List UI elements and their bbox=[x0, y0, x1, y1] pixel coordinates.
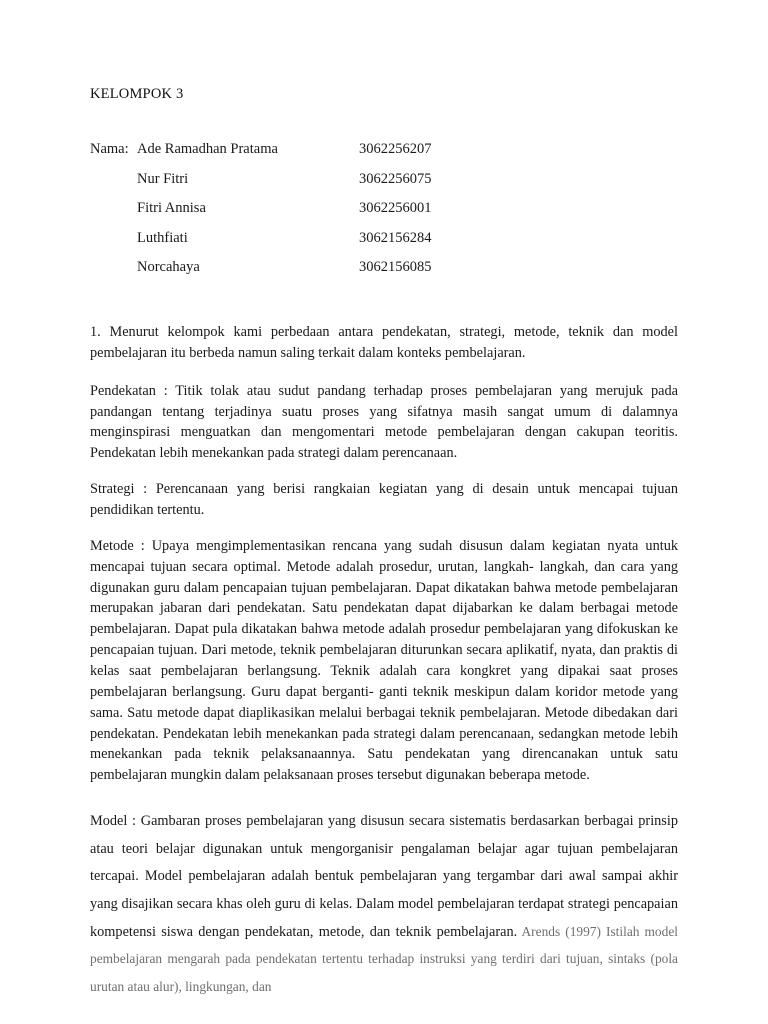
paragraph-model-main: Model : Gambaran proses pembelajaran yang disusun secara sistematis berdasarkan berbagai prinsip atau teori belajar digunakan untuk mengorganisir pengalaman belajar agar tujuan pembelajaran tercapai. Model pembelajaran adalah bentuk pembelajaran yang tergambar dari awal sampai akhir yang disajikan secara khas oleh guru di kelas. Dalam model pembelajaran terdapat strategi pencapaian kompetensi siswa dengan pendekatan, metode, dan teknik pembelajaran. bbox=[90, 813, 678, 940]
member-name: Nur Fitri bbox=[137, 170, 189, 187]
member-nim: 3062156085 bbox=[359, 259, 432, 275]
member-name: Fitri Annisa bbox=[137, 200, 206, 216]
member-nim: 3062256001 bbox=[359, 200, 432, 216]
member-name: Ade Ramadhan Pratama bbox=[137, 141, 278, 157]
list-item bbox=[90, 171, 678, 188]
page-title: KELOMPOK 3 bbox=[90, 86, 184, 102]
paragraph-model bbox=[90, 808, 678, 1001]
member-name: Luthfiati bbox=[137, 229, 188, 246]
list-item bbox=[90, 141, 678, 158]
paragraph-question-1: 1. Menurut kelompok kami perbedaan antara pendekatan, strategi, metode, teknik dan model pembelajaran itu berbeda namun saling terkait dalam konteks pembelajaran. bbox=[90, 324, 678, 361]
names-label: Nama: bbox=[90, 141, 129, 157]
paragraph-metode: Metode : Upaya mengimplementasikan rencana yang sudah disusun dalam kegiatan nyata untuk mencapai tujuan secara optimal. Metode adalah prosedur, urutan, langkah- langkah, dan cara yang digunakan guru dalam pencapaian tujuan pembelajaran. Dapat dikatakan bahwa metode pembelajaran merupakan jabaran dari pendekatan. Satu pendekatan dapat dijabarkan ke dalam berbagai metode pembelajaran. Dapat pula dikatakan bahwa metode adalah prosedur pembelajaran yang difokuskan ke pencapaian tujuan. Dari metode, teknik pembelajaran diturunkan secara aplikatif, nyata, dan praktis di kelas saat pembelajaran berlangsung. Teknik adalah cara kongkret yang dipakai saat proses pembelajaran berlangsung. Guru dapat berganti- ganti teknik meskipun dalam koridor metode yang sama. Satu metode dapat diaplikasikan melalui berbagai teknik pembelajaran. Metode dibedakan dari pendekatan. Pendekatan lebih menekankan pada strategi dalam perencanaan, sedangkan metode lebih menekankan pada teknik pelaksanaannya. Satu pendekatan yang direncanakan untuk satu pembelajaran mungkin dalam pelaksanaan proses tersebut digunakan beberapa metode. bbox=[90, 537, 678, 784]
list-item bbox=[90, 200, 678, 217]
member-nim: 3062156284 bbox=[359, 229, 432, 246]
paragraph-pendekatan: Pendekatan : Titik tolak atau sudut pandang terhadap proses pembelajaran yang merujuk pada pandangan tentang terjadinya suatu proses yang sifatnya masih sangat umum di dalamnya menginspirasi menguatkan dan mengomentari metode pembelajaran dengan cakupan teoritis. Pendekatan lebih menekankan pada strategi dalam perencanaan. bbox=[90, 382, 678, 462]
list-item bbox=[90, 259, 678, 276]
member-name: Norcahaya bbox=[137, 259, 200, 275]
member-nim: 3062256075 bbox=[359, 170, 432, 187]
list-item bbox=[90, 230, 678, 247]
member-list bbox=[90, 141, 678, 276]
paragraph-model-citation: Arends (1997) Istilah model pembelajaran mengarah pada pendekatan tertentu terhadap instruksi yang terdiri dari tujuan, sintaks (pola urutan atau alur), lingkungan, dan bbox=[90, 923, 678, 994]
member-nim: 3062256207 bbox=[359, 141, 432, 157]
paragraph-strategi: Strategi : Perencanaan yang berisi rangkaian kegiatan yang di desain untuk mencapai tujuan pendidikan tertentu. bbox=[90, 481, 678, 519]
